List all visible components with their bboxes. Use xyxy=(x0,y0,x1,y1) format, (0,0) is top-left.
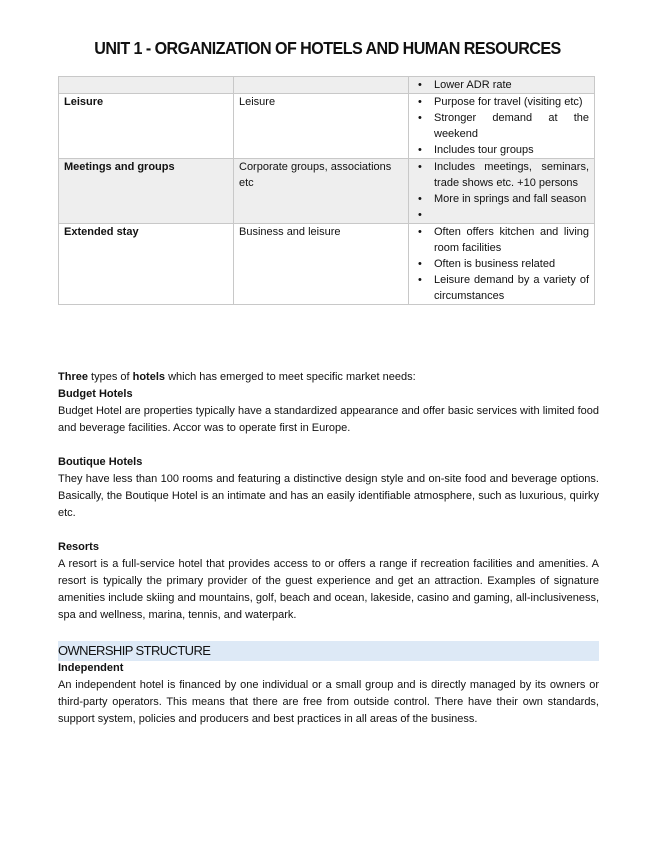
independent-heading: Independent xyxy=(58,662,124,674)
page-title: UNIT 1 - ORGANIZATION OF HOTELS AND HUMAN RESOURCES xyxy=(94,38,561,58)
bullet-list xyxy=(414,77,589,93)
boutique-paragraph: They have less than 100 rooms and featuring a distinctive design style and on-site food and beverage options. Basically, the Boutique Hotel is an intimate and has an easily identifiable atmosphere, such as luxurious, quirky etc. xyxy=(58,473,599,519)
budget-heading: Budget Hotels xyxy=(58,388,133,400)
table-row xyxy=(59,224,595,305)
characteristics-cell xyxy=(409,94,595,159)
resorts-paragraph: A resort is a full-service hotel that provides access to or offers a range if recreation facilities and amenities. A resort is typically the primary provider of the guest experience and get an attraction. Examples of signature amenities include skiing and mountains, golf, beach and ocean, lakeside, casino and gaming, all-inclusiveness, spa and wellness, marina, tennis, and waterpark. xyxy=(58,558,599,621)
list-item: • Includes tour groups xyxy=(414,142,589,158)
section-title: OWNERSHIP STRUCTURE xyxy=(58,643,211,658)
bullet-list xyxy=(414,224,589,304)
bullet-list xyxy=(414,94,589,158)
characteristics-cell xyxy=(409,159,595,224)
market-segments-table xyxy=(58,76,595,305)
characteristics-cell xyxy=(409,77,595,94)
list-item: • Purpose for travel (visiting etc) xyxy=(414,94,589,110)
list-item: • Stronger demand at the weekend xyxy=(414,110,589,142)
resorts-heading: Resorts xyxy=(58,541,99,553)
list-item: • Includes meetings, seminars, trade shows etc. +10 persons xyxy=(414,159,589,191)
boutique-heading: Boutique Hotels xyxy=(58,456,143,468)
type-cell xyxy=(234,77,409,94)
ownership-section-header xyxy=(58,641,599,661)
segment-cell xyxy=(59,77,234,94)
segment-cell: Meetings and groups xyxy=(59,159,234,224)
table-row xyxy=(59,77,595,94)
segment-cell: Extended stay xyxy=(59,224,234,305)
table-row xyxy=(59,94,595,159)
independent-paragraph: An independent hotel is financed by one individual or a small group and is directly managed by its owners or third-party operators. This means that there are free from outside control. There have their own standards, support system, policies and producers and best practices in all areas of the business. xyxy=(58,679,599,725)
list-item: • Often offers kitchen and living room facilities xyxy=(414,224,589,256)
list-item: • Often is business related xyxy=(414,256,589,272)
intro-sentence: Three types of hotels which has emerged to meet specific market needs: xyxy=(58,371,416,383)
type-cell: Business and leisure xyxy=(234,224,409,305)
list-item: • More in springs and fall season xyxy=(414,191,589,207)
list-item xyxy=(414,207,589,223)
characteristics-cell xyxy=(409,224,595,305)
segment-cell: Leisure xyxy=(59,94,234,159)
type-cell: Leisure xyxy=(234,94,409,159)
list-item: • Leisure demand by a variety of circumstances xyxy=(414,272,589,304)
bullet-list xyxy=(414,159,589,223)
budget-paragraph: Budget Hotel are properties typically have a standardized appearance and offer basic services with limited food and beverage facilities. Accor was to operate first in Europe. xyxy=(58,405,599,434)
list-item: • Lower ADR rate xyxy=(414,77,589,93)
type-cell: Corporate groups, associations etc xyxy=(234,159,409,224)
table-row xyxy=(59,159,595,224)
